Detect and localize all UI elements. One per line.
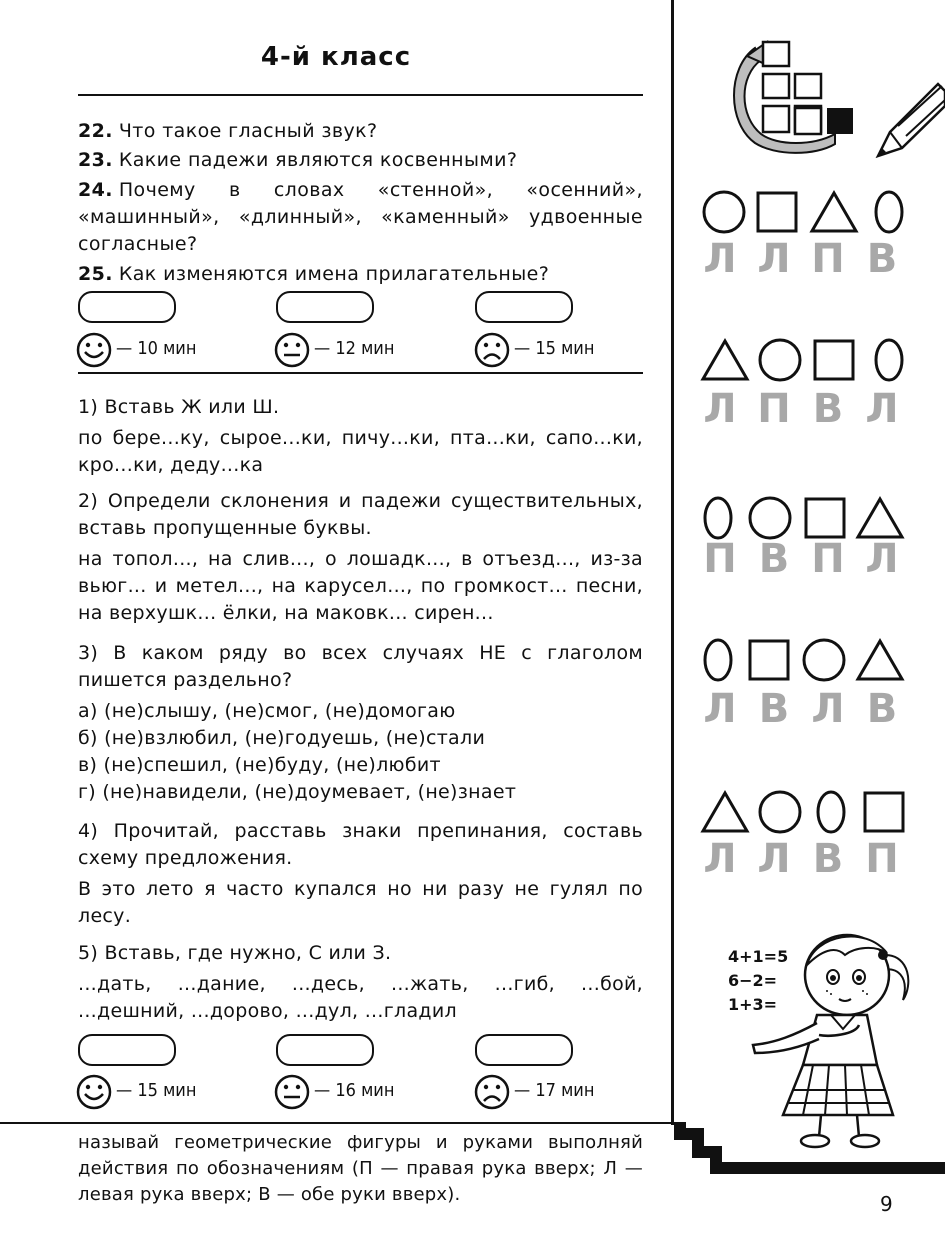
task-3-option-b: б) (не)взлюбил, (не)годуешь, (не)стали [78,727,486,749]
sad-face-icon [474,332,510,368]
timer-label: — 16 мин [314,1080,395,1101]
square-icon [758,193,796,231]
answer-box[interactable] [78,291,176,323]
pencil-icon [868,78,945,162]
task-4-heading: 4) Прочитай, расставь знаки препинания, составь схему предложения. [78,820,643,869]
page-number: 9 [880,1192,893,1216]
timer-label: — 15 мин [116,1080,197,1101]
task-3-option-c: в) (не)спешил, (не)буду, (не)любит [78,754,441,776]
divider [78,94,643,96]
timer-label: — 12 мин [314,338,395,359]
smile-face-icon [76,332,112,368]
letter: П [865,836,899,882]
question-22: 22. Что такое гласный звук? [78,120,378,142]
task-1-heading: 1) Вставь Ж или Ш. [78,396,280,418]
letter: Л [865,536,899,582]
letter: В [758,536,790,582]
letter: Л [757,836,791,882]
letter: П [757,386,791,432]
circle-icon [804,640,844,680]
math-equations: 4+1=5 6−2= 1+3= [728,947,789,1014]
answer-box[interactable] [276,1034,374,1066]
letter-row [696,686,906,732]
square-icon [815,341,853,379]
task-3-option-a: а) (не)слышу, (не)смог, (не)домогаю [78,700,456,722]
question-24: 24. Почему в словах «стенной», «осенний», «машинный», «длинный», «каменный» удвоенные согласные? [78,179,643,255]
task-5-heading: 5) Вставь, где нужно, С или З. [78,942,392,964]
answer-box[interactable] [475,1034,573,1066]
timer-label: — 10 мин [116,338,197,359]
letter: В [812,836,844,882]
letter: В [866,686,898,732]
neutral-face-icon [274,332,310,368]
task-3-heading: 3) В каком ряду во всех случаях НЕ с глаголом пишется раздельно? [78,642,643,691]
letter: Л [757,236,791,282]
square-icon [865,793,903,831]
letter: В [866,236,898,282]
question-25: 25. Как изменяются имена прилагательные? [78,263,550,285]
ellipse-icon [705,498,731,538]
divider [0,1122,674,1124]
letter-row [696,836,906,882]
divider [78,372,643,374]
timer-label: — 15 мин [514,338,595,359]
girl-illustration [735,915,925,1150]
task-4-body: В это лето я часто купался но ни разу не гулял по лесу. [78,878,643,927]
square-icon [806,499,844,537]
shape-row [700,188,910,236]
shape-row [700,636,910,684]
task-3-option-d: г) (не)навидели, (не)доумевает, (не)знает [78,781,517,803]
letter: П [703,536,737,582]
letter-row [696,536,906,582]
shape-row [700,336,910,384]
grid-arrow-logo-icon [725,38,860,158]
letter: Л [703,386,737,432]
task-1-body: по бере...ку, сырое...ки, пичу...ки, пта...ки, сапо...ки, кро...ки, деду...ка [78,427,643,476]
smile-face-icon [76,1074,112,1110]
circle-icon [760,340,800,380]
triangle-icon [858,641,902,679]
letter: П [811,536,845,582]
question-23: 23. Какие падежи являются косвенными? [78,149,518,171]
letter-row [696,386,906,432]
circle-icon [704,192,744,232]
answer-box[interactable] [78,1034,176,1066]
timer-label: — 17 мин [514,1080,595,1101]
letter: Л [865,386,899,432]
footer-instructions: называй геометрические фигуры и руками выполняй действия по обозначениям (П — правая рука вверх; Л — левая рука вверх; В — обе руки вверх). [78,1132,643,1205]
sad-face-icon [474,1074,510,1110]
shape-row [700,494,910,542]
triangle-icon [858,499,902,537]
letter: Л [811,686,845,732]
letter: В [812,386,844,432]
ellipse-icon [876,340,902,380]
answer-box[interactable] [475,291,573,323]
shape-row [700,788,910,836]
circle-icon [760,792,800,832]
ellipse-icon [705,640,731,680]
triangle-icon [812,193,856,231]
task-2-body: на топол..., на слив..., о лошадк..., в отъезд..., из-за вьюг... и метел..., на карусел..., по громкост... песни, на верхушк... ёлки, на маковк... сирен... [78,548,643,624]
letter: Л [703,686,737,732]
answer-box[interactable] [276,291,374,323]
ellipse-icon [818,792,844,832]
column-divider [671,0,674,1125]
neutral-face-icon [274,1074,310,1110]
square-icon [750,641,788,679]
task-2-heading: 2) Определи склонения и падежи существительных, вставь пропущенные буквы. [78,490,643,539]
letter: В [758,686,790,732]
page-title: 4-й класс [260,42,412,72]
letter: П [811,236,845,282]
triangle-icon [703,793,747,831]
letter: Л [703,236,737,282]
letter: Л [703,836,737,882]
ellipse-icon [876,192,902,232]
task-5-body: ...дать, ...дание, ...десь, ...жать, ...гиб, ...бой, ...дешний, ...дорово, ...дул, ...гладил [78,973,643,1022]
triangle-icon [703,341,747,379]
circle-icon [750,498,790,538]
letter-row [696,236,906,282]
